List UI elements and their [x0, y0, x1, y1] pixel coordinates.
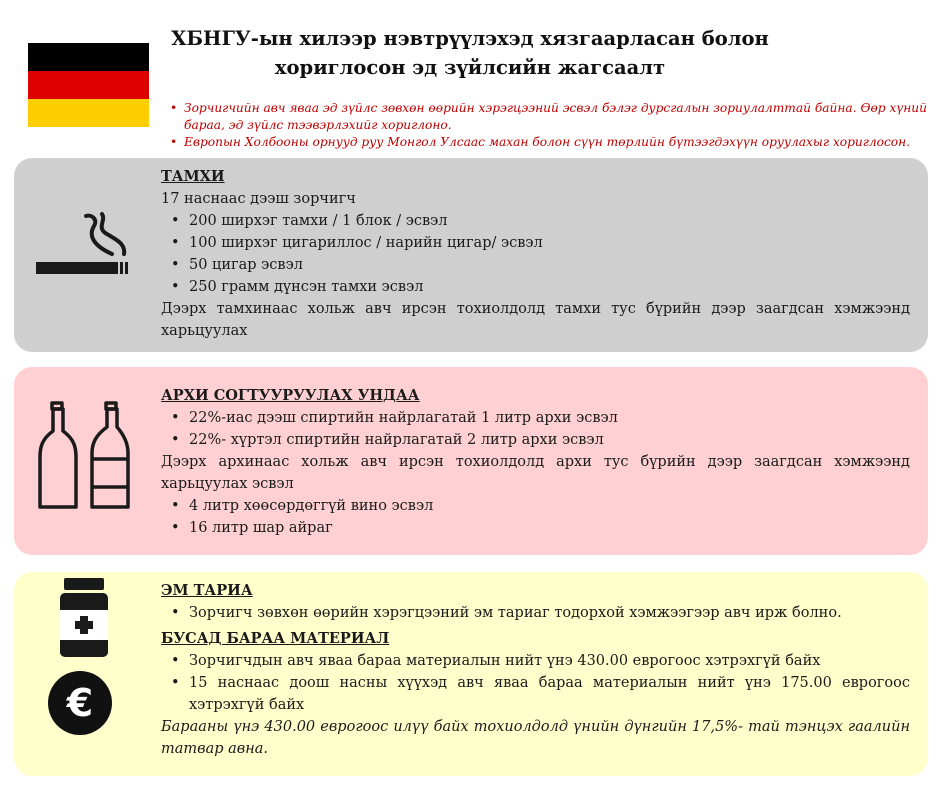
list-item: • 16 литр шар айраг — [161, 517, 910, 539]
flag-stripe-black — [28, 43, 149, 71]
list-item: • 100 ширхэг цигариллос / нарийн цигар/ эсвэл — [161, 232, 910, 254]
list-item: • 4 литр хөөсөрдөггүй вино эсвэл — [161, 495, 910, 517]
medicine-bottle-icon — [58, 578, 110, 658]
list-item: • Зорчигч зөвхөн өөрийн хэрэгцээний эм тариаг тодорхой хэмжээгээр авч ирж болно. — [161, 602, 910, 624]
alcohol-heading: АРХИ СОГТУУРУУЛАХ УНДАА — [161, 387, 420, 404]
header-note: • Европын Холбооны орнууд руу Монгол Улсаас махан болон сүүн төрлийн бүтээгдэхүүн оруулахыг хориглосон. — [168, 134, 928, 151]
list-item: • Зорчигчдын авч яваа бараа материалын нийт үнэ 430.00 еврогоос хэтрэхгүй байх — [161, 650, 910, 672]
alcohol-panel — [14, 367, 928, 555]
tobacco-intro: 17 наснаас дээш зорчигч — [161, 191, 356, 207]
alcohol-note: Дээрх архинаас хольж авч ирсэн тохиолдолд архи тус бүрийн дээр заагдсан хэмжээнд харьцуулах эсвэл — [161, 454, 910, 492]
flag-stripe-gold — [28, 99, 149, 127]
alcohol-list — [161, 407, 910, 451]
list-item: • 250 грамм дүнсэн тамхи эсвэл — [161, 276, 910, 298]
goods-list — [161, 650, 910, 716]
medicine-goods-content — [161, 580, 910, 760]
list-item: • 22%-иас дээш спиртийн найрлагатай 1 литр архи эсвэл — [161, 407, 910, 429]
alcohol-content — [161, 385, 910, 539]
medicine-list — [161, 602, 910, 624]
tobacco-list — [161, 210, 910, 298]
tobacco-note: Дээрх тамхинаас хольж авч ирсэн тохиолдолд тамхи тус бүрийн дээр заагдсан хэмжээнд харьцуулах — [161, 301, 910, 339]
bottles-icon — [38, 397, 138, 513]
list-item: • 50 цигар эсвэл — [161, 254, 910, 276]
medicine-heading: ЭМ ТАРИА — [161, 582, 253, 599]
header-note: • Зорчигчийн авч яваа эд зүйлс зөвхөн өөрийн хэрэгцээний эсвэл бэлэг дурсгалын зориулалттай байна. Өөр хүний бараа, эд зүйлс тээвэрлэхийг хориглоно. — [168, 100, 928, 134]
goods-note: Барааны үнэ 430.00 еврогоос илүү байх тохиолдолд үнийн дүнгийн 17,5%- тай тэнцэх гаалийн татвар авна. — [161, 719, 910, 757]
euro-icon — [47, 670, 113, 736]
header-notes — [168, 100, 928, 151]
page-title — [160, 24, 780, 82]
tobacco-content — [161, 166, 910, 342]
page-title-line-1: ХБНГУ-ын хилээр нэвтрүүлэхэд хязгаарласан болон — [171, 27, 769, 50]
flag-stripe-red — [28, 71, 149, 99]
germany-flag — [28, 43, 149, 127]
euro-symbol: € — [66, 681, 94, 725]
tobacco-panel — [14, 158, 928, 352]
medicine-goods-panel — [14, 572, 928, 776]
tobacco-heading: ТАМХИ — [161, 168, 225, 185]
cigarette-icon — [34, 210, 132, 282]
list-item: • 200 ширхэг тамхи / 1 блок / эсвэл — [161, 210, 910, 232]
list-item: • 15 наснаас доош насны хүүхэд авч яваа бараа материалын нийт үнэ 175.00 еврогоос хэтрэхгүй байх — [161, 672, 910, 716]
alcohol-list-2 — [161, 495, 910, 539]
page-title-line-2: хориглосон эд зүйлсийн жагсаалт — [274, 56, 666, 79]
goods-heading: БУСАД БАРАА МАТЕРИАЛ — [161, 630, 390, 647]
list-item: • 22%- хүртэл спиртийн найрлагатай 2 литр архи эсвэл — [161, 429, 910, 451]
